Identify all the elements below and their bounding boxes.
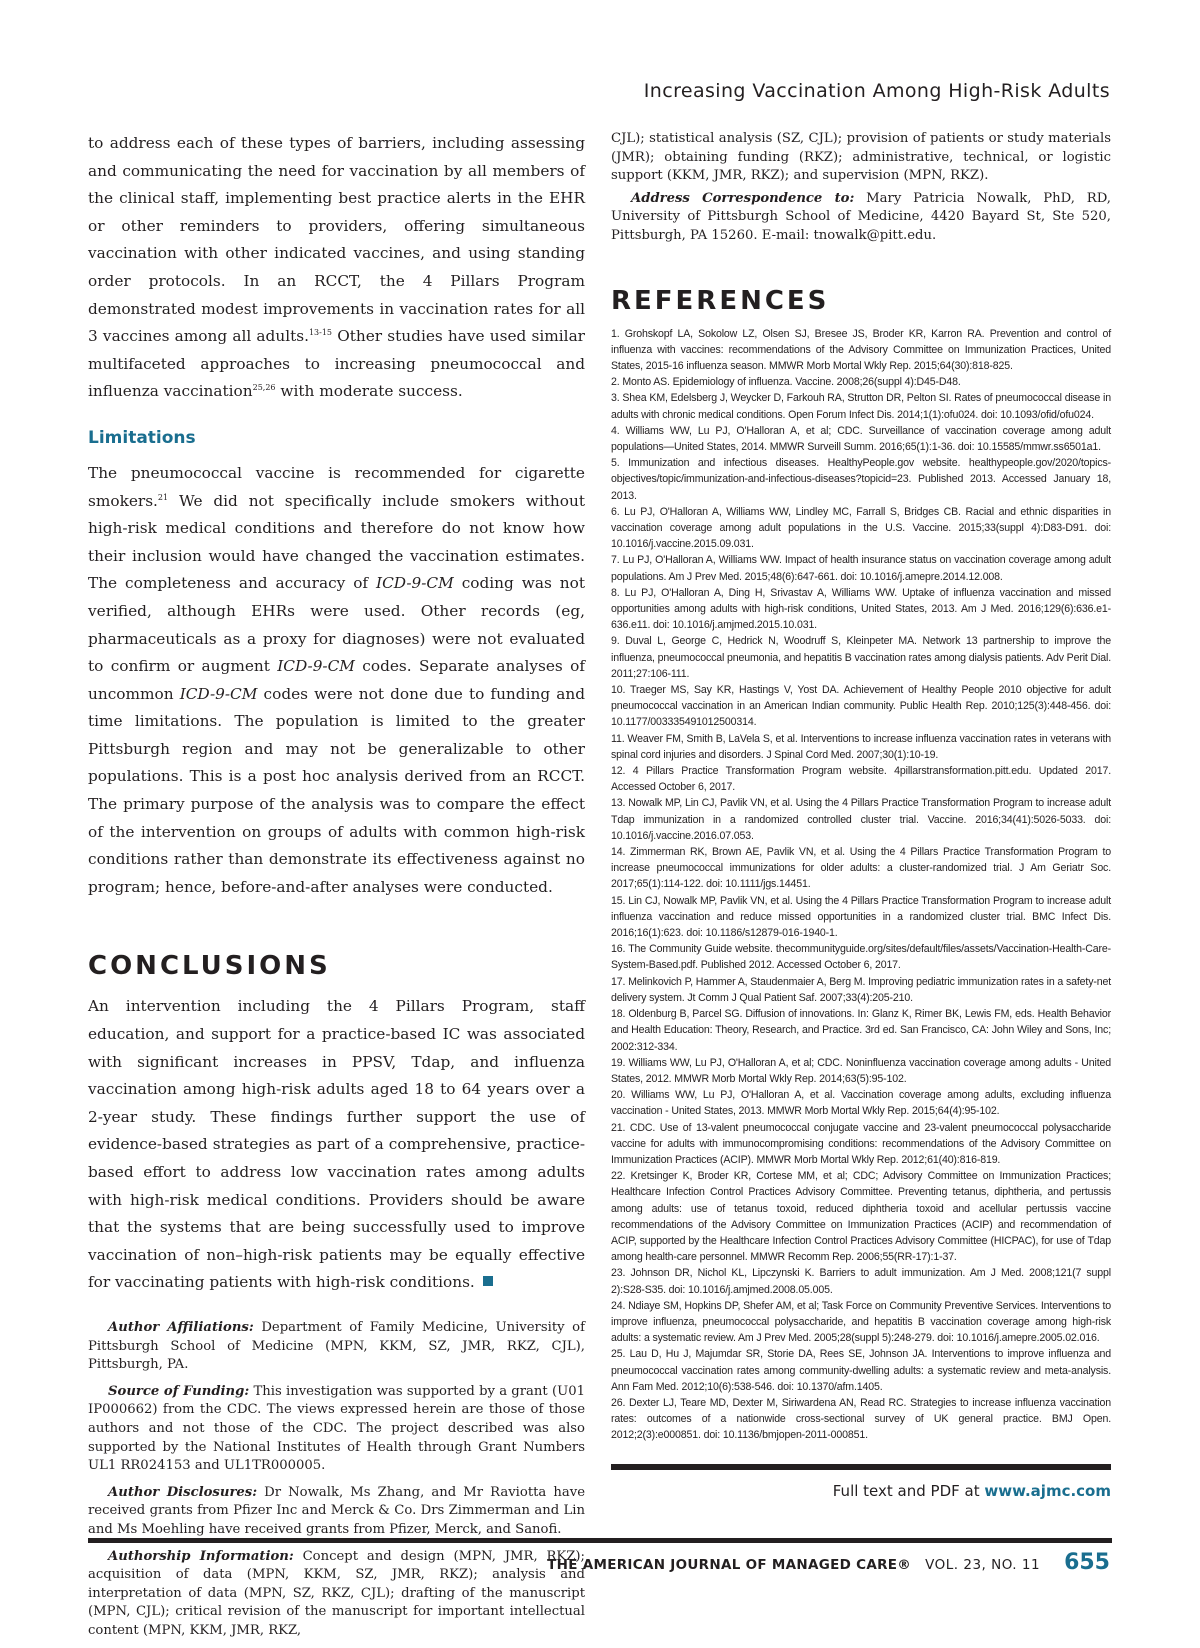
intro-text: to address each of these types of barriers, including assessing and communicating the need for vaccination by all members of the clinical staff, implementing best practice alerts in the EHR or other reminders to providers, offering simultaneous vaccination with other indicated vaccines, and using standing order protocols. In an RCCT, the 4 Pillars Program demonstrated modest improvements in vaccination rates for all 3 vaccines among all adults. [88, 134, 585, 346]
intro-paragraph [88, 130, 585, 406]
reference-item: 15. Lin CJ, Nowalk MP, Pavlik VN, et al. Using the 4 Pillars Practice Transformation Program to increase adult influenza vaccination and reduce missed opportunities in a randomized cluster trial. BMC Infect Dis. 2016;16(1):623. doi: 10.1186/s12879-016-1940-1. [611, 894, 1111, 940]
reference-item: 5. Immunization and infectious diseases. HealthyPeople.gov website. healthypeople.gov/2020/topics-objectives/topic/immunization-and-infectious-diseases?topicid=23. Published 2013. Accessed January 18, 2013. [611, 457, 1111, 502]
reference-item: 18. Oldenburg B, Parcel SG. Diffusion of innovations. In: Glanz K, Rimer BK, Lewis FM, eds. Health Behavior and Health Education: Theory, Research, and Practice. 3rd ed. San Francisco, CA: John Wiley and Sons, Inc; 2002:312-334. [611, 1008, 1111, 1053]
citation-sup: 21 [157, 492, 169, 502]
reference-item: 12. 4 Pillars Practice Transformation Program website. 4pillarstransformation.pitt.edu. Updated 2017. Accessed October 6, 2017. [611, 765, 1111, 794]
conclusions-heading: CONCLUSIONS [88, 951, 331, 982]
reference-list [611, 326, 1111, 1444]
running-head: Increasing Vaccination Among High-Risk Adults [643, 80, 1110, 102]
authorship-continued: CJL); statistical analysis (SZ, CJL); provision of patients or study materials (JMR); obtaining funding (RKZ); administrative, technical, or logistic support (KKM, JMR, RKZ); and supervision (MPN, RKZ). [611, 131, 1111, 184]
page-number: 655 [1064, 1550, 1110, 1575]
source-of-funding [88, 1383, 585, 1476]
fulltext-prefix: Full text and PDF at [832, 1481, 985, 1500]
volume-issue: VOL. 23, NO. 11 [925, 1557, 1041, 1573]
reference-item: 26. Dexter LJ, Teare MD, Dexter M, Siriwardena AN, Read RC. Strategies to increase influenza vaccination rates: outcomes of a nationwide cross-sectional survey of UK general practice. BMJ Open. 2012;2(3):e000851. doi: 10.1136/bmjopen-2011-000851. [611, 1396, 1111, 1442]
note-text: Department of Family Medicine, University of Pittsburgh School of Medicine (MPN, KKM, SZ, JMR, RKZ, CJL), Pittsburgh, PA. [88, 1319, 585, 1373]
limitations-text: codes. Separate analyses of uncommon [88, 657, 585, 703]
limitations-text: We did not specifically include smokers without high-risk medical conditions and therefore do not know how their inclusion would have changed the vaccination estimates. The completeness and accuracy of [88, 491, 585, 593]
author-disclosures [88, 1484, 585, 1540]
footer-rule [88, 1538, 1112, 1543]
authorship-information [88, 1548, 585, 1641]
reference-item: 24. Ndiaye SM, Hopkins DP, Shefer AM, et al; Task Force on Community Preventive Services. Interventions to improve influenza, pneumococcal polysaccharide, and hepatitis B vaccination coverage among high-risk adults: a systematic review. Am J Prev Med. 2005;28(suppl 5):248-279. doi: 10.1016/j.amepre.2005.02.016. [611, 1299, 1111, 1345]
right-column [611, 130, 1111, 1500]
reference-item: 13. Nowalk MP, Lin CJ, Pavlik VN, et al. Using the 4 Pillars Practice Transformation Program to increase adult Tdap immunization in a randomized controlled cluster trial. Vaccine. 2016;34(41):5026-5033. doi: 10.1016/j.vaccine.2016.07.053. [611, 797, 1111, 842]
citation-sup: 13-15 [308, 328, 333, 338]
citation-sup: 25,26 [252, 383, 276, 393]
note-label: Source of Funding: [108, 1383, 250, 1399]
intro-text-b: Other studies have used similar multifaceted approaches to increasing pneumococcal and influenza vaccination [88, 327, 585, 401]
reference-item: 9. Duval L, George C, Hedrick N, Woodruff S, Kleinpeter MA. Network 13 partnership to improve the influenza, pneumococcal pneumonia, and hepatitis B vaccination rates among dialysis patients. Adv Perit Dial. 2011;27:106-111. [611, 635, 1111, 680]
conclusions-paragraph [88, 993, 585, 1297]
reference-item: 10. Traeger MS, Say KR, Hastings V, Yost DA. Achievement of Healthy People 2010 objective for adult pneumococcal vaccination in an American Indian community. Public Health Rep. 2010;125(3):448-456. doi: 10.1177/003335491012500314. [611, 684, 1111, 729]
limitations-text: codes were not done due to funding and time limitations. The population is limited to the greater Pittsburgh region and may not be generalizable to other populations. This is a post hoc analysis derived from an RCCT. The primary purpose of the analysis was to compare the effect of the intervention on groups of adults with common high-risk conditions rather than demonstrate its effectiveness against no program; hence, before-and-after analyses were conducted. [88, 684, 585, 896]
icd-term: ICD-9-CM [277, 657, 355, 676]
reference-item: 16. The Community Guide website. thecommunityguide.org/sites/default/files/assets/Vaccination-Health-Care-System-Based.pdf. Published 2012. Accessed October 6, 2017. [611, 943, 1111, 972]
reference-item: 8. Lu PJ, O'Halloran A, Ding H, Srivastav A, Williams WW. Uptake of influenza vaccination and missed opportunities among adults with high-risk conditions, United States, 2013. Am J Med. 2016;129(6):636.e1-636.e11. doi: 10.1016/j.amjmed.2015.10.031. [611, 586, 1111, 632]
reference-item: 23. Johnson DR, Nichol KL, Lipczynski K. Barriers to adult immunization. Am J Med. 2008;121(7 suppl 2):S28-S35. doi: 10.1016/j.amjmed.2008.05.005. [611, 1267, 1111, 1296]
references-heading: REFERENCES [611, 285, 830, 316]
reference-item: 4. Williams WW, Lu PJ, O'Halloran A, et al; CDC. Surveillance of vaccination coverage among adult populations—United States, 2014. MMWR Surveill Summ. 2016;65(1):1-36. doi: 10.15585/mmwr.ss6501a1. [611, 424, 1111, 453]
note-text: Dr Nowalk, Ms Zhang, and Mr Raviotta have received grants from Pfizer Inc and Merck & Co. Drs Zimmerman and Lin and Ms Moehling have received grants from Pfizer, Merck, and Sanofi. [88, 1484, 585, 1537]
note-label: Authorship Information: [108, 1548, 294, 1564]
reference-item: 2. Monto AS. Epidemiology of influenza. Vaccine. 2008;26(suppl 4):D45-D48. [611, 376, 961, 389]
reference-item: 3. Shea KM, Edelsberg J, Weycker D, Farkouh RA, Strutton DR, Pelton SI. Rates of pneumococcal disease in adults with chronic medical conditions. Open Forum Infect Dis. 2014;1(1):ofu024. doi: 10.1093/ofid/ofu024. [611, 392, 1111, 421]
end-mark-icon [483, 1276, 493, 1286]
reference-item: 14. Zimmerman RK, Brown AE, Pavlik VN, et al. Using the 4 Pillars Practice Transformation Program to increase pneumococcal immunizations for older adults: a cluster-randomized trial. J Am Geriatr Soc. 2017;65(1):114-122. doi: 10.1111/jgs.14451. [611, 846, 1111, 891]
reference-item: 6. Lu PJ, O'Halloran A, Williams WW, Lindley MC, Farrall S, Bridges CB. Racial and ethnic disparities in vaccination coverage among adult populations in the U.S. Vaccine. 2015;33(suppl 4):D83-D91. doi: 10.1016/j.vaccine.2015.09.031. [611, 505, 1111, 551]
note-text: This investigation was supported by a grant (U01 IP000662) from the CDC. The views expressed herein are those of those authors and not those of the CDC. The project described was also supported by the National Institutes of Health through Grant Numbers UL1 RR024153 and UL1TR000005. [88, 1383, 585, 1474]
icd-term: ICD-9-CM [376, 574, 454, 593]
intro-text-c: with moderate success. [275, 382, 463, 401]
reference-item: 21. CDC. Use of 13-valent pneumococcal conjugate vaccine and 23-valent pneumococcal polysaccharide vaccine for adults with immunocompromising conditions: recommendations of the Advisory Committee on Immunization Practices (ACIP). MMWR Morb Mortal Wkly Rep. 2012;61(40):816-819. [611, 1121, 1111, 1166]
footer [547, 1550, 1110, 1575]
reference-item: 17. Melinkovich P, Hammer A, Staudenmaier A, Berg M. Improving pediatric immunization rates in a safety-net delivery system. Jt Comm J Qual Patient Saf. 2007;33(4):205-210. [611, 975, 1111, 1004]
note-label: Author Affiliations: [108, 1319, 254, 1335]
reference-item: 1. Grohskopf LA, Sokolow LZ, Olsen SJ, Bresee JS, Broder KR, Karron RA. Prevention and control of influenza with vaccines: recommendations of the Advisory Committee on Immunization Practices, United States, 2015-16 influenza season. MMWR Morb Mortal Wkly Rep. 2015;64(30):818-825. [611, 327, 1111, 372]
reference-item: 7. Lu PJ, O'Halloran A, Williams WW. Impact of health insurance status on vaccination coverage among adult populations. Am J Prev Med. 2015;48(6):647-661. doi: 10.1016/j.amepre.2014.12.008. [611, 554, 1111, 583]
fulltext-line [611, 1482, 1111, 1500]
left-column [88, 130, 585, 1648]
divider [611, 1464, 1111, 1470]
note-text: Mary Patricia Nowalk, PhD, RD, University of Pittsburgh School of Medicine, 4420 Bayard St, Ste 520, Pittsburgh, PA 15260. E-mail: tnowalk@pitt.edu. [611, 190, 1111, 243]
reference-item: 19. Williams WW, Lu PJ, O'Halloran A, et al; CDC. Noninfluenza vaccination coverage among adults - United States, 2012. MMWR Morb Mortal Wkly Rep. 2014;63(5):95-102. [611, 1056, 1111, 1085]
reference-item: 20. Williams WW, Lu PJ, O'Halloran A, et al. Vaccination coverage among adults, excluding influenza vaccination - United States, 2013. MMWR Morb Mortal Wkly Rep. 2015;64(4):95-102. [611, 1089, 1111, 1118]
limitations-heading: Limitations [88, 427, 196, 448]
reference-item: 25. Lau D, Hu J, Majumdar SR, Storie DA, Rees SE, Johnson JA. Interventions to improve influenza and pneumococcal vaccination rates among community-dwelling adults: a systematic review and meta-analysis. Ann Fam Med. 2012;10(6):538-546. doi: 10.1370/afm.1405. [611, 1348, 1111, 1393]
reference-item: 11. Weaver FM, Smith B, LaVela S, et al. Interventions to increase influenza vaccination rates in veterans with spinal cord injuries and disorders. J Spinal Cord Med. 2007;30(1):10-19. [611, 732, 1111, 761]
reference-item: 22. Kretsinger K, Broder KR, Cortese MM, et al; CDC; Advisory Committee on Immunization Practices; Healthcare Infection Control Practices Advisory Committee. Preventing tetanus, diphtheria, and pertussis among adults: use of tetanus toxoid, reduced diphtheria toxoid and acellular pertussis vaccine recommendations of the Advisory Committee on Immunization Practices (ACIP) and recommendation of ACIP, supported by the Healthcare Infection Control Practices Advisory Committee (HICPAC), for use of Tdap among health-care personnel. MMWR Recomm Rep. 2006;55(RR-17):1-37. [611, 1170, 1111, 1264]
note-label: Address Correspondence to: [631, 190, 855, 206]
author-notes [88, 1319, 585, 1641]
address-correspondence [611, 190, 1111, 246]
icd-term: ICD-9-CM [179, 684, 258, 703]
website-link[interactable]: www.ajmc.com [984, 1481, 1111, 1500]
author-affiliations [88, 1319, 585, 1375]
limitations-text: coding was not verified, although EHRs were used. Other records (eg, pharmaceuticals as a proxy for diagnoses) were not evaluated to confirm or augment [88, 574, 585, 676]
note-label: Author Disclosures: [108, 1484, 258, 1500]
note-text: Concept and design (MPN, JMR, RKZ); acquisition of data (MPN, KKM, SZ, JMR, RKZ); analysis and interpretation of data (MPN, SZ, RKZ, CJL); drafting of the manuscript (MPN, CJL); critical revision of the manuscript for important intellectual content (MPN, KKM, JMR, RKZ, [88, 1548, 586, 1638]
limitations-paragraph [88, 460, 585, 902]
journal-name: THE AMERICAN JOURNAL OF MANAGED CARE® [547, 1557, 912, 1573]
conclusions-text: An intervention including the 4 Pillars Program, staff education, and support for a practice-based IC was associated with significant increases in PPSV, Tdap, and influenza vaccination among high-risk adults aged 18 to 64 years over a 2-year study. These findings further support the use of evidence-based strategies as part of a comprehensive, practice-based effort to address low vaccination rates among adults with high-risk medical conditions. Providers should be aware that the systems that are being successfully used to improve vaccination of non–high-risk patients may be equally effective for vaccinating patients with high-risk conditions. [88, 997, 585, 1292]
limitations-text: The pneumococcal vaccine is recommended for cigarette smokers. [88, 463, 585, 510]
